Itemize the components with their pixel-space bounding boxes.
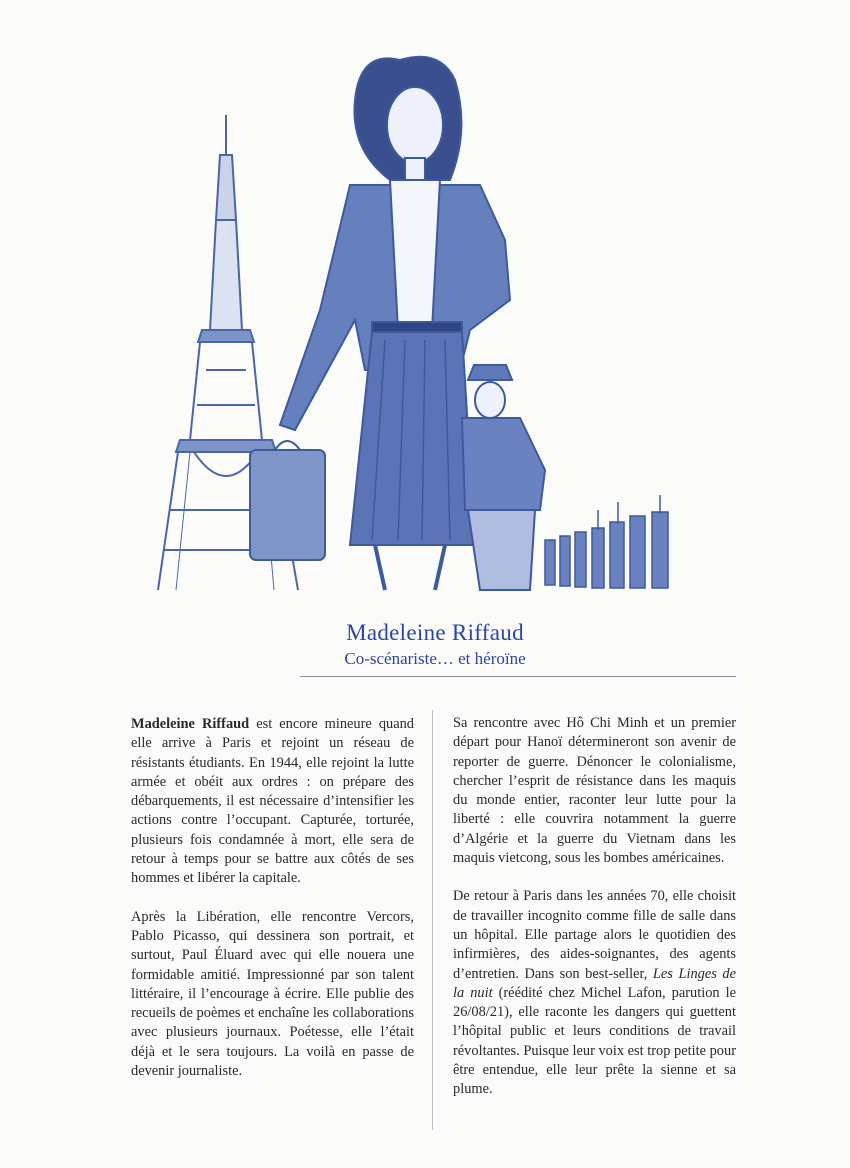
right-paragraph-2-text-before: De retour à Paris dans les années 70, elle choisit de travailler incognito comme fille de salle dans un hôpital. Elle partage alors le quotidien des infirmières, des aides-soignantes, des agents d’entretien. Dans son best-seller, (453, 888, 736, 982)
column-divider (432, 710, 433, 1130)
left-column (131, 715, 414, 1100)
cover-illustration (150, 40, 710, 595)
article-subtitle: Co-scénariste… et héroïne (344, 649, 526, 668)
book-title: Les Linges de la nuit (453, 965, 736, 1001)
right-paragraph-2-text-after: (réédité chez Michel Lafon, parution le 26/08/21), elle raconte les dangers qui guettent l’hôpital public et leurs conditions de travail révoltantes. Puisque leur voix est trop petite pour être entendue, elle leur prête la sienne et sa plume. (453, 984, 736, 1098)
left-paragraph-1 (131, 715, 414, 889)
title-rule (300, 676, 736, 677)
soldiers-illustration (545, 495, 668, 588)
article-title: Madeleine Riffaud (346, 620, 524, 645)
subject-name: Madeleine Riffaud (131, 716, 250, 732)
left-paragraph-1-text: est encore mineure quand elle arrive à Paris et rejoint un réseau de résistants étudiants. En 1944, elle rejoint la lutte armée et obéit aux ordres : on prépare des débarquements, il est nécessaire d’intensifier les actions contre l’occupant. Capturée, torturée, plusieurs fois condamnée à mort, elle sera de retour à temps pour se battre aux côtés de ses hommes et libérer la capitale. (131, 716, 414, 887)
right-column (453, 714, 736, 1119)
right-paragraph-2 (453, 887, 736, 1099)
right-paragraph-1: Sa rencontre avec Hô Chi Minh et un premier départ pour Hanoï détermineront son avenir de reporter de guerre. Dénoncer le colonialisme, chercher l’esprit de résistance dans les maquis du monde entier, raconter leur lutte pour la liberté : elle couvrira notamment la guerre d’Algérie et la guerre du Vietnam dans les maquis vietcong, sous les bombes américaines. (453, 715, 736, 867)
man-figure-illustration (462, 365, 545, 590)
left-paragraph-2: Après la Libération, elle rencontre Vercors, Pablo Picasso, qui dessinera son portrait, et surtout, Paul Éluard avec qui elle nouera une formidable amitié. Impressionné par son talent littéraire, il l’encourage à écrire. Elle publie des recueils de poèmes et enchaîne les collaborations avec plusieurs journaux. Poétesse, elle l’était déjà et le sera toujours. La voilà en passe de devenir journaliste. (131, 908, 414, 1080)
title-block (0, 620, 850, 669)
